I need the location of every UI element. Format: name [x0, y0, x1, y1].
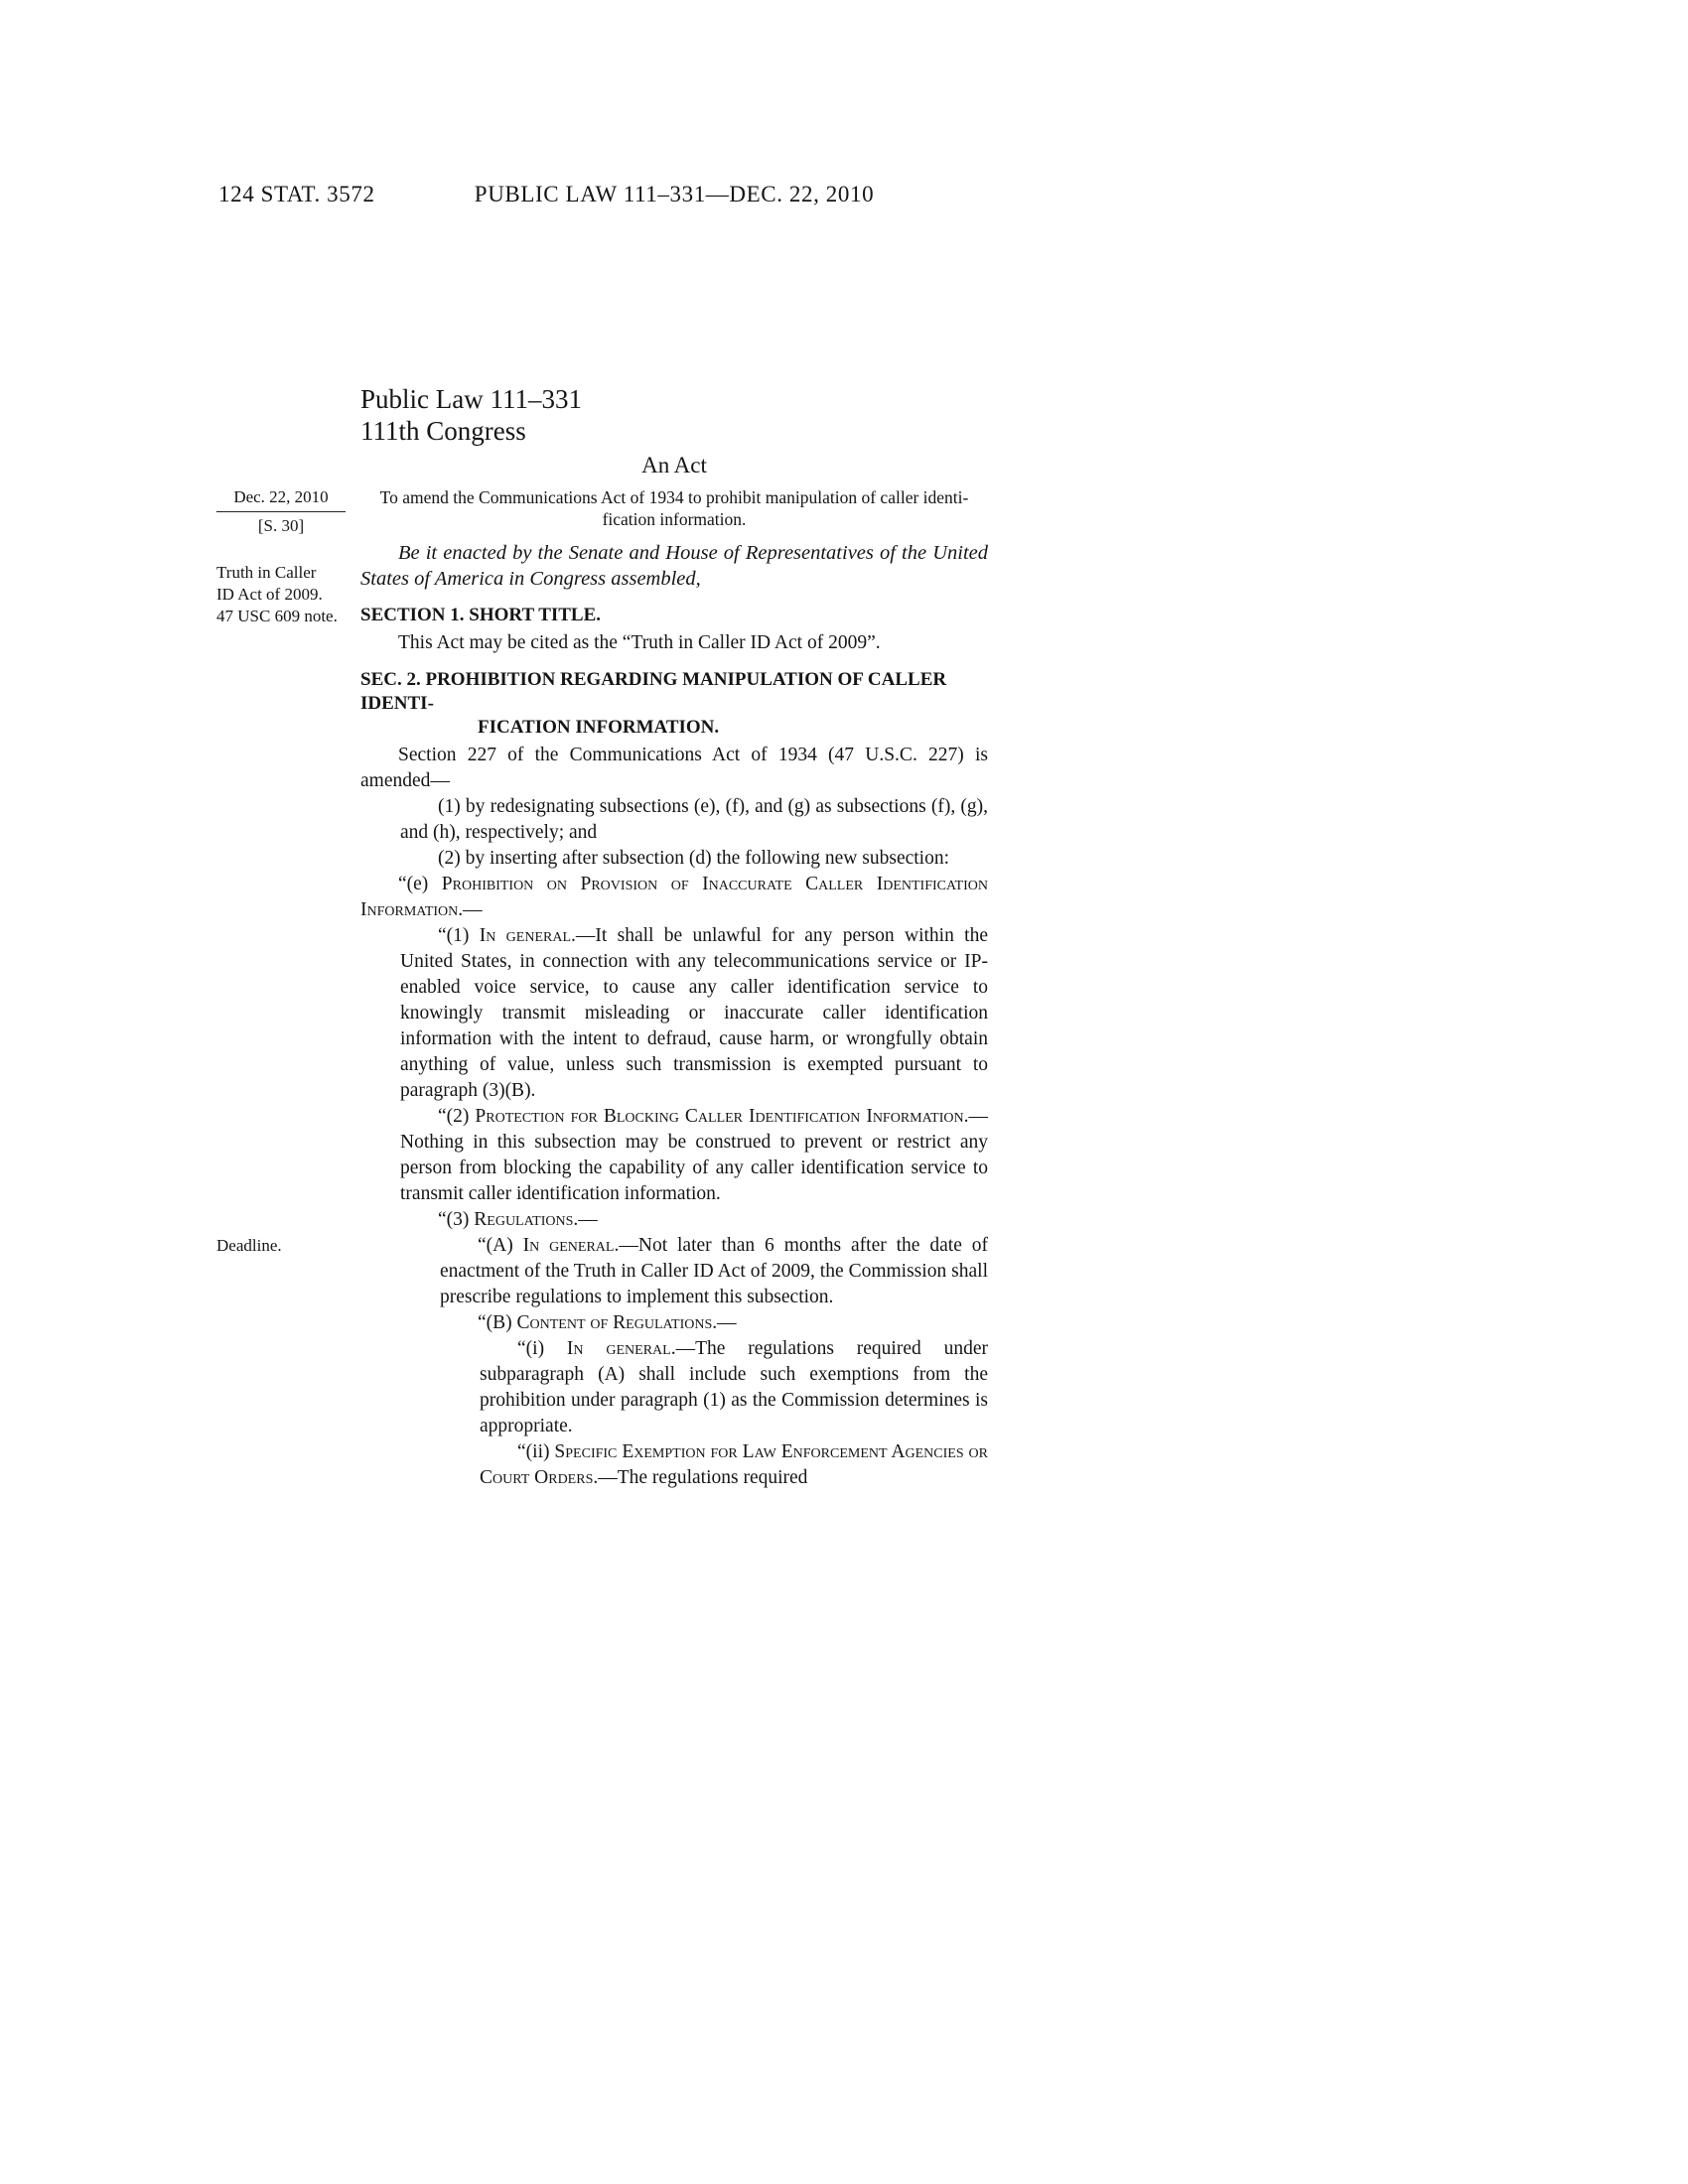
clause-ii: [480, 1439, 988, 1491]
subparagraph-a-prefix: “(A): [478, 1235, 523, 1256]
subparagraph-b-title: Content of Regulations: [516, 1312, 713, 1333]
preamble: [233, 486, 988, 535]
subparagraph-a: [216, 1233, 988, 1310]
paragraph-2-text: .—Nothing in this subsection may be construed to prevent or restrict any person from blocking the capability of any caller identification service to transmit caller identification information.: [400, 1106, 988, 1204]
act-note-line-1: Truth in Caller: [216, 563, 317, 582]
main-text-column: [216, 383, 988, 1491]
section2-intro: Section 227 of the Communications Act of 1934 (47 U.S.C. 227) is amended—: [360, 745, 988, 791]
clause-ii-title: Specific Exemption for Law Enforcement Agencies or Court Orders: [480, 1441, 988, 1488]
enacting-clause-text: Be it enacted by the Senate and House of Representatives of the United States of America in Congress assembled,: [360, 542, 988, 590]
section2-heading-line-1: SEC. 2. PROHIBITION REGARDING MANIPULATION OF CALLER IDENTI-: [360, 669, 947, 714]
page-header-law-title: PUBLIC LAW 111–331—DEC. 22, 2010: [474, 182, 875, 206]
act-note-line-2: ID Act of 2009.: [216, 585, 323, 604]
congress-line: 111th Congress: [360, 416, 526, 446]
paragraph-1-text: .—It shall be unlawful for any person within the United States, in connection with any telecommunications service or IP-enabled voice service, to cause any caller identification service to knowingly transmit misleading or inaccurate caller identification information with the intent to defraud, cause harm, or wrongfully obtain anything of value, unless such transmission is exempted pursuant to paragraph (3)(B).: [400, 925, 988, 1101]
paragraph-3-dash: .—: [573, 1209, 598, 1230]
usc-note: 47 USC 609 note.: [216, 607, 338, 625]
paragraph-3-prefix: “(3): [438, 1209, 475, 1230]
section1-heading: SECTION 1. SHORT TITLE.: [360, 605, 602, 625]
section1-body: This Act may be cited as the “Truth in Caller ID Act of 2009”.: [398, 632, 881, 653]
clause-i: [480, 1336, 988, 1439]
subsection-e-dash: .—: [458, 899, 483, 920]
paragraph-1-prefix: “(1): [438, 925, 480, 946]
margin-note-deadline: Deadline.: [216, 1236, 282, 1255]
clause-ii-text: .—The regulations required: [593, 1467, 808, 1488]
subparagraph-a-text: .—Not later than 6 months after the date of enactment of the Truth in Caller ID Act of 2009, the Commission shall prescribe regulations to implement this subsection.: [440, 1235, 988, 1307]
paragraph-3-title: Regulations: [474, 1209, 574, 1230]
amendment-item-1: (1) by redesignating subsections (e), (f), and (g) as subsections (f), (g), and (h), respectively; and: [400, 796, 988, 843]
amendment-item-2: (2) by inserting after subsection (d) the following new subsection:: [438, 848, 950, 869]
paragraph-2-prefix: “(2): [438, 1106, 476, 1127]
subparagraph-a-title: In general: [522, 1235, 615, 1256]
paragraph-2: [400, 1104, 988, 1207]
subparagraph-b-dash: .—: [712, 1312, 737, 1333]
public-law-title: [360, 383, 988, 447]
clause-i-prefix: “(i): [517, 1338, 567, 1359]
section2-heading: [360, 668, 988, 740]
subsection-e-prefix: “(e): [398, 874, 442, 894]
paragraph-3: [400, 1207, 988, 1233]
clause-i-title: In general: [566, 1338, 671, 1359]
law-number-line: Public Law 111–331: [360, 384, 582, 414]
an-act-heading: An Act: [641, 453, 707, 478]
margin-note-short-title: [216, 562, 346, 627]
page-header-stat-number: 124 STAT. 3572: [218, 182, 375, 206]
subsection-e: [360, 872, 988, 923]
date-divider-rule: [216, 511, 346, 512]
subsection-e-title: Prohibition on Provision of Inaccurate Caller Identification Information: [360, 874, 988, 920]
date-text: Dec. 22, 2010: [233, 487, 329, 506]
preamble-line-2: fication information.: [602, 509, 747, 529]
margin-note-date: [216, 486, 346, 537]
subparagraph-b-prefix: “(B): [478, 1312, 517, 1333]
section2-heading-line-2: FICATION INFORMATION.: [478, 717, 720, 738]
clause-i-text: .—The regulations required under subparagraph (A) shall include such exemptions from the prohibition under paragraph (1) as the Commission determines is appropriate.: [480, 1338, 988, 1436]
clause-ii-prefix: “(ii): [517, 1441, 555, 1462]
preamble-line-1: To amend the Communications Act of 1934 to prohibit manipulation of caller identi-: [379, 487, 969, 507]
paragraph-1: [400, 923, 988, 1104]
paragraph-1-title: In general: [479, 925, 571, 946]
bill-number: [S. 30]: [257, 516, 305, 535]
subparagraph-b: [440, 1310, 988, 1336]
paragraph-2-title: Protection for Blocking Caller Identification Information: [475, 1106, 964, 1127]
